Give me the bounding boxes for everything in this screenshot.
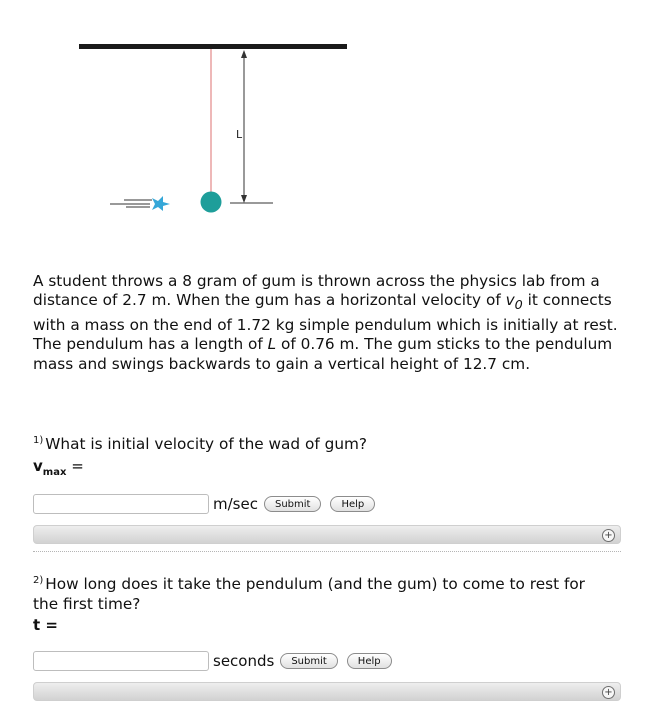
feedback-bar-1[interactable]: [33, 525, 621, 544]
question-text: What is initial velocity of the wad of gum?: [45, 435, 368, 454]
v0-symbol: v: [505, 291, 515, 310]
answer-variable: $v_{max}$ =: [33, 456, 84, 478]
length-label: L: [236, 128, 243, 141]
question-number: 1): [33, 435, 44, 446]
question-number: 2): [33, 575, 44, 586]
length-arrow-top: [241, 50, 247, 58]
question-divider: [33, 551, 621, 552]
submit-button[interactable]: Submit: [264, 496, 321, 512]
expand-icon[interactable]: +: [602, 529, 615, 542]
pendulum-diagram: [0, 0, 646, 230]
help-button[interactable]: Help: [330, 496, 375, 512]
expand-icon[interactable]: +: [602, 686, 615, 699]
answer-row-1: [33, 494, 384, 514]
question-2: [33, 571, 613, 635]
feedback-bar-2[interactable]: [33, 682, 621, 701]
length-symbol: L: [267, 335, 277, 354]
submit-button[interactable]: Submit: [280, 653, 337, 669]
answer-variable: t =: [33, 615, 58, 634]
help-button[interactable]: Help: [347, 653, 392, 669]
question-1: [33, 431, 613, 482]
unit-label: seconds: [213, 652, 275, 670]
answer-input-1[interactable]: [33, 494, 209, 514]
unit-label: m/sec: [213, 495, 258, 513]
v0-subscript: 0: [514, 298, 523, 314]
pendulum-bob: [201, 192, 222, 213]
ceiling-bar: [79, 44, 347, 49]
length-arrow-bottom: [241, 195, 247, 203]
answer-row-2: [33, 651, 401, 671]
gum-icon: [110, 196, 170, 211]
answer-input-2[interactable]: [33, 651, 209, 671]
question-text: How long does it take the pendulum (and the gum) to come to rest for the first time?: [33, 575, 585, 613]
problem-statement: A student throws a 8 gram of gum is thrown across the physics lab from a distance of 2.7 m. When the gum has a horizontal velocity of $v_0$ it connects with a mass on the end of 1.72 kg simple pendulum which is initially at rest. The pendulum has a length of L of 0.76 m. The gum sticks to the pendulum mass and swings backwards to gain a vertical height of 12.7 cm.: [33, 272, 618, 373]
